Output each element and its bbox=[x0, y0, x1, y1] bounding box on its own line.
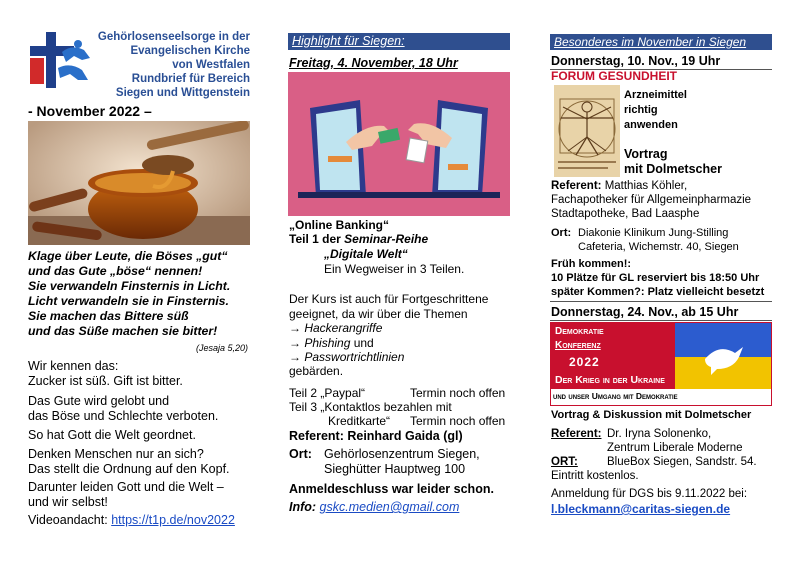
course-ort-line-1: Gehörlosenzentrum Siegen, bbox=[324, 447, 480, 461]
forum-ort-line-1: Diakonie Klinikum Jung-Stilling bbox=[578, 227, 729, 239]
poem-line-6: Denken Menschen nur an sich? bbox=[28, 447, 204, 461]
quote-line-1: Klage über Leute, die Böses „gut“ bbox=[28, 249, 228, 263]
forum-topic-2: richtig bbox=[624, 104, 658, 116]
topic-item-3: → Passwortrichtlinien bbox=[289, 350, 405, 364]
topic-passwords: Passwortrichtlinien bbox=[304, 350, 405, 364]
course-desc-1: Der Kurs ist auch für Fortgeschrittene bbox=[289, 292, 489, 306]
part2-label: Teil 2 „Paypal“ bbox=[289, 386, 366, 400]
banner-line-3: 2022 bbox=[569, 355, 600, 369]
part3-status: Termin noch offen bbox=[410, 414, 506, 428]
forum-referent-line-2: Fachapotheker für Allgemeinpharmazie bbox=[551, 194, 752, 206]
event1-date: Donnerstag, 10. Nov., 19 Uhr bbox=[551, 54, 721, 68]
course-part-line bbox=[289, 233, 428, 247]
event2-registration: Anmeldung für DGS bis 9.11.2022 bei: bbox=[551, 488, 748, 500]
topic-item-1: → Hackerangriffe bbox=[289, 321, 383, 335]
democracy-banner bbox=[550, 322, 772, 406]
topic-hacking: Hackerangriffe bbox=[304, 321, 383, 335]
part2-status: Termin noch offen bbox=[410, 386, 506, 400]
part3-label: Teil 3 „Kontaktlos bezahlen mit bbox=[289, 400, 452, 414]
org-line-3: von Westfalen bbox=[172, 59, 250, 71]
quote-line-2: und das Gute „böse“ nennen! bbox=[28, 264, 203, 278]
early-line-3: später Kommen?: Platz vielleicht besetzt bbox=[551, 286, 765, 298]
org-line-5: Siegen und Wittgenstein bbox=[115, 87, 250, 99]
honey-photo bbox=[28, 121, 250, 245]
event2-referent-label: Referent: bbox=[551, 428, 602, 440]
quote-line-6: und das Süße machen sie bitter! bbox=[28, 324, 218, 338]
topic-phishing: Phishing bbox=[304, 336, 351, 350]
course-title: „Online Banking“ bbox=[289, 218, 390, 232]
quote-line-5: Sie machen das Bittere süß bbox=[28, 309, 189, 323]
quote-line-3: Sie verwandeln Finsternis in Licht. bbox=[28, 279, 231, 293]
poem-line-2: Zucker ist süß. Gift ist bitter. bbox=[28, 374, 183, 388]
banner-line-2: Konferenz bbox=[555, 340, 601, 351]
divider-2 bbox=[550, 301, 772, 302]
event2-free-entry: Eintritt kostenlos. bbox=[551, 470, 639, 482]
vitruvian-man-image bbox=[554, 85, 620, 177]
course-part-prefix: Teil 1 der bbox=[289, 232, 345, 246]
church-hands-logo bbox=[28, 30, 94, 92]
course-ort-line-2: Sieghütter Hauptweg 100 bbox=[324, 462, 466, 476]
video-link[interactable]: https://t1p.de/nov2022 bbox=[111, 513, 235, 527]
early-line-1: Früh kommen!: bbox=[551, 258, 632, 270]
quote-reference: (Jesaja 5,20) bbox=[195, 343, 248, 353]
event2-date: Donnerstag, 24. Nov., ab 15 Uhr bbox=[551, 305, 739, 319]
banner-line-1: Demokratie bbox=[555, 326, 604, 337]
poem-line-8: Darunter leiden Gott und die Welt – bbox=[28, 480, 224, 494]
info-email-link[interactable]: gskc.medien@gmail.com bbox=[319, 500, 460, 514]
registration-closed: Anmeldeschluss war leider schon. bbox=[289, 482, 494, 496]
poem-line-4: das Böse und Schlechte verboten. bbox=[28, 409, 219, 423]
poem-line-9: und wir selbst! bbox=[28, 495, 108, 509]
dove-icon bbox=[701, 333, 745, 377]
part3-label-cont: Kreditkarte“ bbox=[328, 414, 391, 428]
left-column bbox=[0, 0, 262, 566]
topic-item-2: → Phishing und bbox=[289, 336, 374, 350]
org-line-4: Rundbrief für Bereich bbox=[131, 73, 250, 85]
divider-3 bbox=[550, 320, 772, 321]
quote-line-4: Licht verwandeln sie in Finsternis. bbox=[28, 294, 229, 308]
forum-ort-label: Ort: bbox=[551, 227, 572, 239]
info-label: Info: bbox=[289, 500, 320, 514]
course-ort-label: Ort: bbox=[289, 447, 312, 461]
poem-line-5: So hat Gott die Welt geordnet. bbox=[28, 428, 196, 442]
forum-title: FORUM GESUNDHEIT bbox=[551, 69, 677, 83]
forum-referent-label: Referent: bbox=[551, 180, 605, 192]
right-column bbox=[524, 0, 800, 566]
forum-referent-name: Matthias Köhler, bbox=[604, 180, 688, 192]
banner-line-4: Der Krieg in der Ukraine bbox=[555, 374, 665, 386]
forum-topic-3: anwenden bbox=[624, 119, 678, 131]
series-subtitle: Ein Wegweiser in 3 Teilen. bbox=[324, 262, 465, 276]
video-line bbox=[28, 513, 235, 527]
forum-vortrag-1: Vortrag bbox=[624, 147, 668, 161]
course-referent: Referent: Reinhard Gaida (gl) bbox=[289, 429, 463, 443]
poem-line-7: Das stellt die Ordnung auf den Kopf. bbox=[28, 462, 230, 476]
gebaerden-text: gebärden. bbox=[289, 364, 344, 378]
event2-referent-line-1: Dr. Iryna Solonenko, bbox=[607, 428, 712, 440]
forum-vortrag-2: mit Dolmetscher bbox=[624, 162, 722, 176]
middle-column bbox=[262, 0, 524, 566]
online-banking-illustration bbox=[288, 72, 510, 216]
month-heading: - November 2022 – bbox=[28, 103, 152, 119]
event-date: Freitag, 4. November, 18 Uhr bbox=[289, 56, 458, 70]
poem-line-3: Das Gute wird gelobt und bbox=[28, 394, 170, 408]
forum-ort-line-2: Cafeteria, Wichemstr. 40, Siegen bbox=[578, 241, 739, 253]
event2-email-link[interactable]: l.bleckmann@caritas-siegen.de bbox=[551, 502, 731, 516]
forum-referent-line-3: Stadtapotheke, Bad Laasphe bbox=[551, 208, 700, 220]
event2-ort-label: ORT: bbox=[551, 456, 578, 468]
forum-referent-line-1 bbox=[551, 180, 687, 193]
highlight-header: Highlight für Siegen: bbox=[288, 33, 510, 50]
course-desc-2: geeignet, da wir über die Themen bbox=[289, 307, 468, 321]
topic-and: und bbox=[350, 336, 374, 350]
event2-referent-line-2: Zentrum Liberale Moderne bbox=[607, 442, 743, 454]
event2-vortrag: Vortrag & Diskussion mit Dolmetscher bbox=[551, 409, 752, 421]
series-label: Seminar-Reihe bbox=[344, 232, 429, 246]
org-line-1: Gehörlosenseelsorge in der bbox=[97, 31, 250, 43]
november-header: Besonderes im November in Siegen bbox=[550, 34, 772, 50]
early-line-2: 10 Plätze für GL reserviert bis 18:50 Uhr bbox=[551, 272, 760, 284]
forum-topic-1: Arzneimittel bbox=[624, 89, 687, 101]
series-title: „Digitale Welt“ bbox=[324, 247, 408, 261]
banner-line-5: und unser Umgang mit Demokratie bbox=[553, 391, 678, 401]
poem-line-1: Wir kennen das: bbox=[28, 359, 119, 373]
org-line-2: Evangelischen Kirche bbox=[130, 45, 250, 57]
video-label: Videoandacht: bbox=[28, 513, 112, 527]
event2-ort: BlueBox Siegen, Sandstr. 54. bbox=[607, 456, 757, 468]
info-line bbox=[289, 500, 459, 514]
